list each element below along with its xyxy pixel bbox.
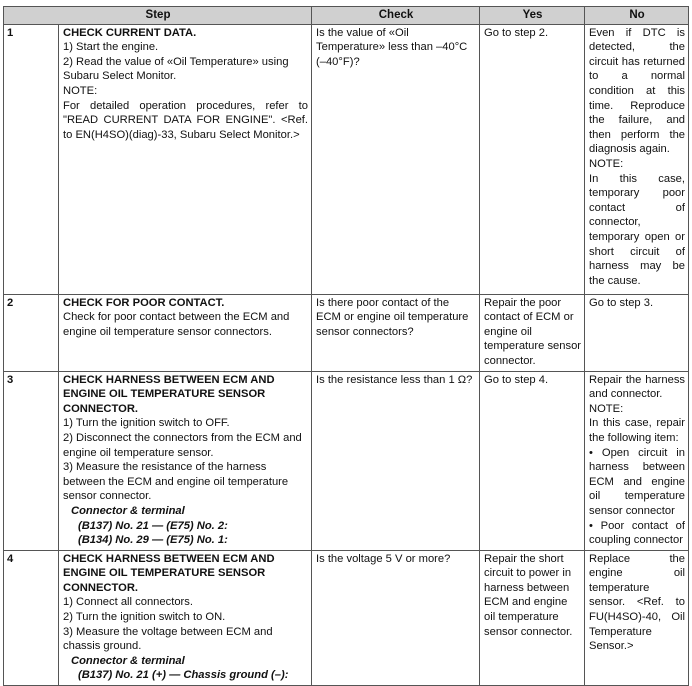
table-row: [4, 371, 689, 550]
connector-terminal-label: Connector & terminal: [71, 504, 185, 517]
step-line: 1) Start the engine.: [63, 41, 159, 54]
header-yes: Yes: [480, 7, 585, 25]
step-number: 3: [4, 371, 59, 550]
yes-cell: Repair the poor contact of ECM or engine oil temperature sensor connector.: [480, 294, 585, 371]
connector-terminal-label: Connector & terminal: [71, 654, 185, 667]
connector-terminal-line: (B137) No. 21 — (E75) No. 2:: [78, 519, 228, 532]
no-line: Even if DTC is detected, the circuit has returned to a normal condition at this time. Reproduce the failure, and then perform the diagnosis again.: [589, 26, 686, 156]
table-row: [4, 24, 689, 294]
header-no: No: [585, 7, 689, 25]
step-cell: [59, 24, 312, 294]
yes-cell: Repair the short circuit to power in harness between ECM and engine oil temperature sensor connector.: [480, 550, 585, 685]
header-step: Step: [4, 7, 312, 25]
no-line: Repair the harness and connector.: [589, 373, 686, 401]
step-cell: [59, 371, 312, 550]
table-row: [4, 294, 689, 371]
step-line: Check for poor contact between the ECM and engine oil temperature sensor connectors.: [63, 311, 290, 338]
step-line: 2) Disconnect the connectors from the ECM and engine oil temperature sensor.: [63, 431, 302, 459]
header-row: [4, 7, 689, 25]
step-line: 3) Measure the voltage between ECM and chassis ground.: [63, 625, 273, 653]
step-line: 1) Turn the ignition switch to OFF.: [63, 417, 230, 430]
step-title: CHECK CURRENT DATA.: [63, 26, 197, 39]
check-cell: Is the voltage 5 V or more?: [312, 550, 480, 685]
no-line: Go to step 3.: [589, 296, 654, 309]
check-cell: Is the resistance less than 1 Ω?: [312, 371, 480, 550]
no-cell: [585, 24, 689, 294]
step-cell: [59, 294, 312, 371]
step-cell: [59, 550, 312, 685]
no-line: • Open circuit in harness between ECM and engine oil temperature sensor connector: [589, 446, 686, 517]
yes-cell: Go to step 4.: [480, 371, 585, 550]
table-row: [4, 550, 689, 685]
no-cell: [585, 371, 689, 550]
step-number: 2: [4, 294, 59, 371]
step-line: 2) Turn the ignition switch to ON.: [63, 611, 226, 624]
step-line: 2) Read the value of «Oil Temperature» using Subaru Select Monitor.: [63, 55, 289, 83]
check-cell: Is there poor contact of the ECM or engine oil temperature sensor connectors?: [312, 294, 480, 371]
header-check: Check: [312, 7, 480, 25]
no-cell: [585, 550, 689, 685]
note-label: NOTE:: [589, 402, 624, 415]
no-line: • Poor contact of coupling connector: [589, 519, 686, 547]
diagnostic-table: [3, 6, 689, 686]
step-line: 1) Connect all connectors.: [63, 596, 193, 609]
yes-cell: Go to step 2.: [480, 24, 585, 294]
check-cell: Is the value of «Oil Temperature» less than –40°C (–40°F)?: [312, 24, 480, 294]
step-title: CHECK HARNESS BETWEEN ECM AND ENGINE OIL TEMPERATURE SENSOR CONNECTOR.: [63, 552, 275, 594]
step-title: CHECK FOR POOR CONTACT.: [63, 296, 225, 309]
no-line: In this case, temporary poor contact of connector, temporary open or short circuit of harness may be the cause.: [589, 172, 686, 287]
note-label: NOTE:: [63, 84, 98, 97]
no-line: In this case, repair the following item:: [589, 417, 686, 444]
no-line: Replace the engine oil temperature sensor. <Ref. to FU(H4SO)-40, Oil Temperature Sensor.>: [589, 552, 686, 653]
step-line: 3) Measure the resistance of the harness between the ECM and engine oil temperature sensor connector.: [63, 461, 289, 503]
step-number: 4: [4, 550, 59, 685]
note-label: NOTE:: [589, 157, 624, 170]
connector-terminal-line: (B137) No. 21 (+) — Chassis ground (–):: [78, 669, 289, 682]
no-cell: [585, 294, 689, 371]
step-number: 1: [4, 24, 59, 294]
step-line: For detailed operation procedures, refer to "READ CURRENT DATA FOR ENGINE". <Ref. to EN(H4SO)(diag)-33, Subaru Select Monitor.>: [63, 99, 309, 141]
connector-terminal-line: (B134) No. 29 — (E75) No. 1:: [78, 534, 228, 547]
step-title: CHECK HARNESS BETWEEN ECM AND ENGINE OIL TEMPERATURE SENSOR CONNECTOR.: [63, 373, 275, 415]
